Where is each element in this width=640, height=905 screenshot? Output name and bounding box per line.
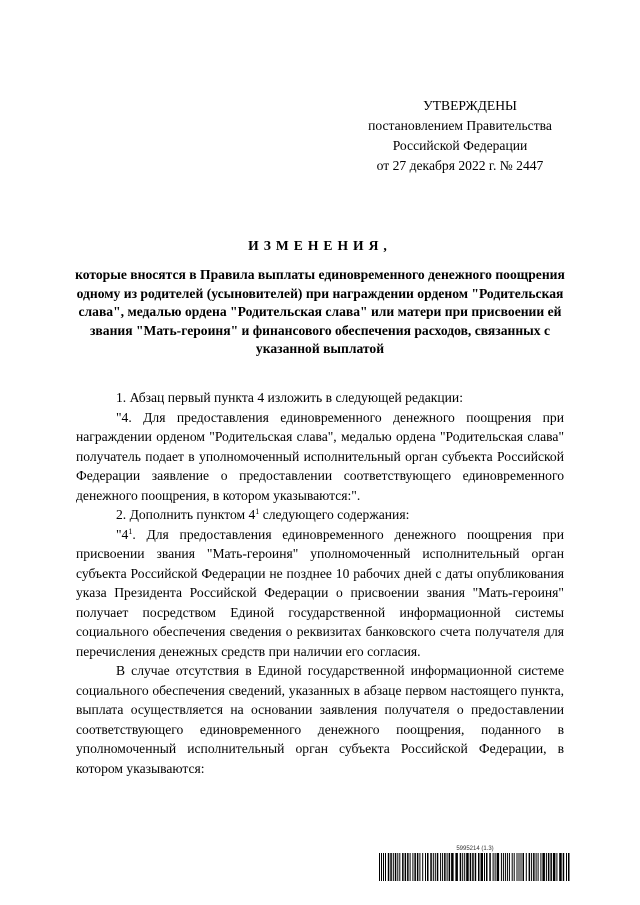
paragraph-3 bbox=[76, 505, 564, 525]
paragraph-3-text: 2. Дополнить пунктом 4 bbox=[116, 507, 256, 522]
document-title: ИЗМЕНЕНИЯ, bbox=[248, 238, 392, 253]
paragraph-5: В случае отсутствия в Единой государственной информационной системе социального обеспечения сведений, указанных в абзаце первом настоящего пункта, выплата осуществляется на основании заявления получателя о предоставлении соответствующего единовременного денежного поощрения, поданного в уполномоченный исполнительный орган субъекта Российской Федерации, в котором указываются: bbox=[76, 663, 564, 776]
barcode-number: 5995214 (1.3) bbox=[456, 846, 494, 852]
superscript: 1 bbox=[128, 526, 133, 536]
paragraph-4-text-end: . Для предоставления единовременного денежного поощрения при присвоении звания "Мать-героиня" уполномоченный исполнительный орган субъекта Российской Федерации не позднее 10 рабочих дней с даты опубликования указа Президента Российской Федерации о присвоении звания "Мать-героиня" получает посредством Единой государственной информационной системы социального обеспечения сведения о реквизитах банковского счета получателя для перечисления денежных средств при наличии его согласия. bbox=[76, 526, 564, 659]
approval-line-1: постановлением Правительства bbox=[368, 118, 552, 133]
approved-label: УТВЕРЖДЕНЫ bbox=[423, 98, 517, 113]
paragraph-3-text-end: следующего содержания: bbox=[259, 507, 410, 522]
paragraph-2: "4. Для предоставления единовременного денежного поощрения при награждении орденом "Родительская слава", медалью ордена "Родительская слава" получатель подает в уполномоченный исполнительный орган субъекта Российской Федерации заявление о предоставлении соответствующего единовременного денежного поощрения, в котором указываются:". bbox=[76, 409, 564, 503]
paragraph-1: 1. Абзац первый пункта 4 изложить в следующей редакции: bbox=[116, 390, 463, 405]
barcode-image bbox=[379, 853, 571, 881]
paragraph-4-text: "4 bbox=[116, 526, 129, 542]
approval-line-2: Российской Федерации bbox=[392, 138, 528, 153]
paragraph-4 bbox=[76, 525, 564, 662]
document-body bbox=[76, 388, 564, 778]
document-subtitle: которые вносятся в Правила выплаты единовременного денежного поощрения одному из родителей (усыновителей) при награждении орденом "Родительская слава", медалью ордена "Родительская слава" или матери при присвоении ей звания "Мать-героиня" и финансового обеспечения расходов, связанных с указанной выплатой bbox=[75, 267, 565, 356]
superscript: 1 bbox=[255, 507, 260, 516]
barcode-block bbox=[379, 846, 571, 886]
approval-line-3: от 27 декабря 2022 г. № 2447 bbox=[376, 158, 544, 173]
approval-block bbox=[340, 96, 580, 176]
